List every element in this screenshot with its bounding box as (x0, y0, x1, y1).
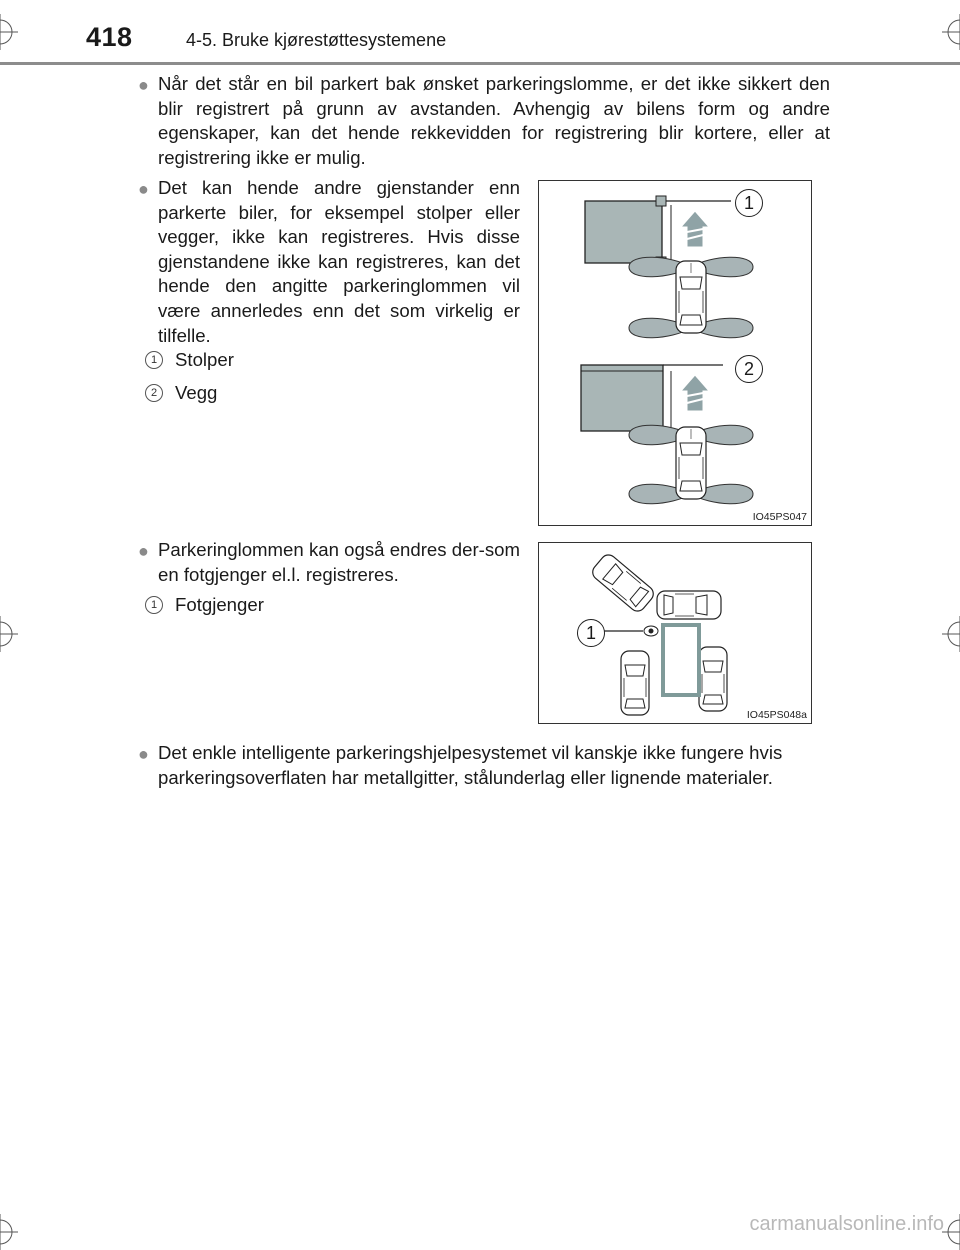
section-title: 4-5. Bruke kjørestøttesystemene (186, 30, 447, 50)
bullet-text: Når det står en bil parkert bak ønsket parkeringslomme, er det ikke sikkert den blir registrert på grunn av avstanden. Avhengig av bilens form og andre egenskaper, kan det hende rekkevidden for registrering blir kortere, eller at registrering ikke er mulig. (158, 73, 830, 168)
bullet-icon: ● (138, 541, 149, 561)
registration-mark (942, 14, 960, 50)
bullet-text: Det kan hende andre gjenstander enn parkerte biler, for eksempel stolper eller vegger, ikke kan registreres. Hvis disse gjenstandene ikke kan registreres, kan det hende den angitte parkeringlommen vil være annerledes enn det som virkelig er tilfelle. (158, 177, 520, 346)
header-rule (0, 62, 960, 65)
bullet-icon: ● (138, 744, 149, 764)
registration-mark (0, 14, 18, 50)
legend-label: Fotgjenger (175, 594, 264, 615)
legend-label: Stolper (175, 349, 234, 370)
figure-code: IO45PS047 (752, 511, 807, 523)
registration-mark (942, 1214, 960, 1250)
page-number: 418 (86, 22, 133, 52)
callout-number: 1 (577, 619, 605, 647)
figure-code: IO45PS048a (746, 709, 807, 721)
registration-mark (942, 616, 960, 652)
figure-pedestrian (538, 542, 812, 724)
watermark: carmanualsonline.info (749, 1213, 944, 1235)
callout-number: 1 (735, 189, 763, 217)
registration-mark (0, 616, 18, 652)
bullet-text: Det enkle intelligente parkeringshjelpesystemet vil kanskje ikke fungere hvis parkeringsoverflaten har metallgitter, stålunderlag eller lignende materialer. (158, 742, 783, 788)
figure-poles-wall (538, 180, 812, 526)
legend-number: 2 (145, 384, 163, 402)
figure-illustration (539, 181, 811, 525)
legend-number: 1 (145, 351, 163, 369)
bullet-text: Parkeringlommen kan også endres der-som en fotgjenger el.l. registreres. (158, 539, 520, 585)
legend-label: Vegg (175, 382, 218, 403)
bullet-icon: ● (138, 75, 149, 95)
legend-number: 1 (145, 596, 163, 614)
bullet-icon: ● (138, 179, 149, 199)
registration-mark (0, 1214, 18, 1250)
callout-number: 2 (735, 355, 763, 383)
